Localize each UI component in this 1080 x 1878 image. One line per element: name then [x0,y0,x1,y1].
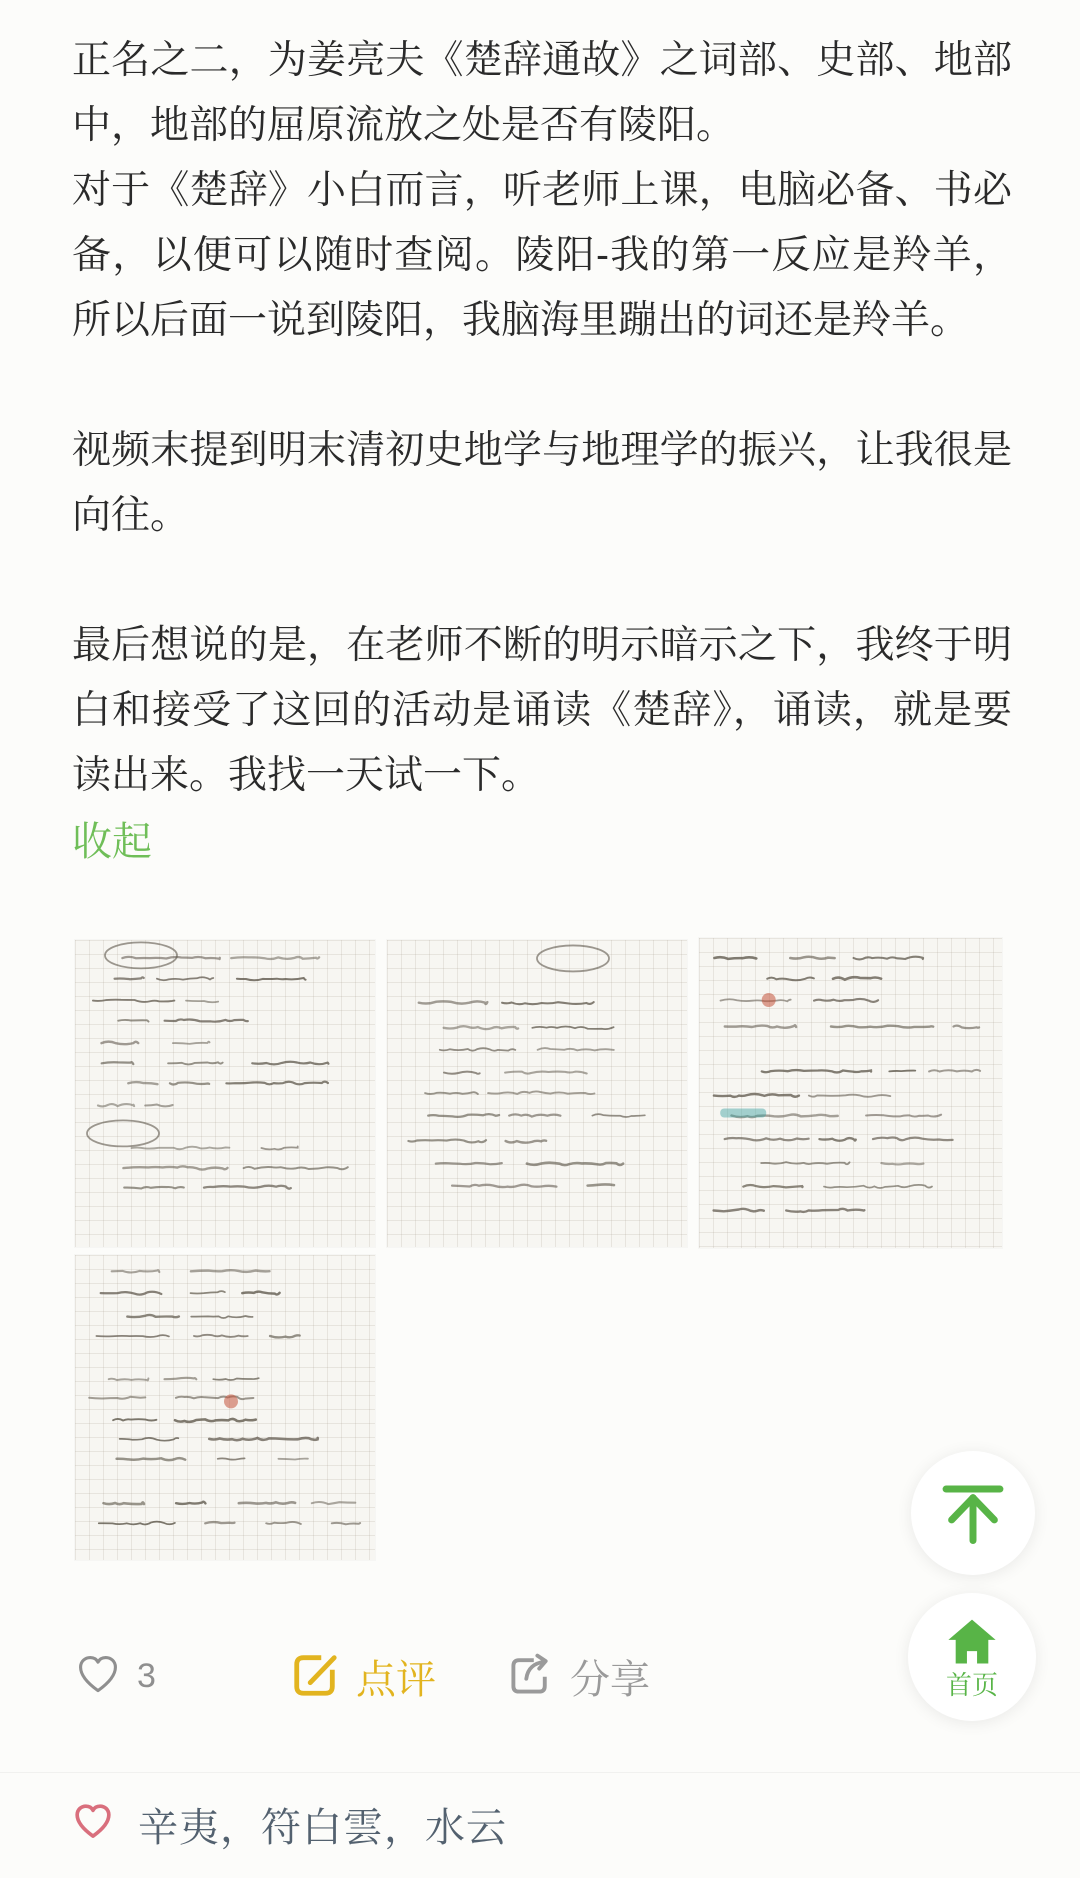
post-body [72,28,1012,875]
post-paragraph-1: 正名之二，为姜亮夫《楚辞通故》之词部、史部、地部中，地部的屈原流放之处是否有陵阳。 [72,39,1012,147]
handwriting-scribbles [75,1255,375,1560]
post-paragraph-2: 对于《楚辞》小白而言，听老师上课，电脑必备、书必备，以便可以随时查阅。陵阳-我的第一反应是羚羊，所以后面一说到陵阳，我脑海里蹦出的词还是羚羊。 [72,169,1012,342]
share-button[interactable] [506,1648,650,1704]
handwritten-notes-photo-2[interactable] [387,940,687,1247]
likers-row [72,1796,507,1853]
top-arrow-icon [935,1474,1011,1553]
review-button[interactable] [290,1648,436,1704]
heart-pink-icon [72,1802,114,1847]
likers-names[interactable]: 辛夷，符白雲，水云 [138,1806,507,1850]
handwriting-scribbles [75,940,375,1247]
handwritten-notes-photo-4[interactable] [75,1255,375,1560]
handwriting-scribbles [699,938,1002,1248]
home-label: 首页 [945,1669,998,1700]
handwritten-notes-photo-1[interactable] [75,940,375,1247]
heart-outline-icon [75,1653,121,1700]
like-button[interactable] [75,1648,156,1704]
review-label: 点评 [356,1657,436,1702]
edit-icon [290,1650,340,1703]
post-paragraph-4: 最后想说的是，在老师不断的明示暗示之下，我终于明白和接受了这回的活动是诵读《楚辞》，诵读，就是要读出来。我找一天试一下。 [72,624,1012,797]
home-icon [945,1616,999,1669]
home-button[interactable] [908,1593,1036,1721]
section-divider [0,1772,1080,1773]
back-to-top-button[interactable] [911,1451,1035,1575]
collapse-link[interactable]: 收起 [72,820,152,864]
like-count: 3 [137,1656,156,1695]
handwriting-scribbles [387,940,687,1247]
handwritten-notes-photo-3[interactable] [699,938,1002,1248]
share-label: 分享 [570,1657,650,1702]
share-icon [506,1651,554,1702]
post-paragraph-3: 视频末提到明末清初史地学与地理学的振兴，让我很是向往。 [72,429,1012,537]
